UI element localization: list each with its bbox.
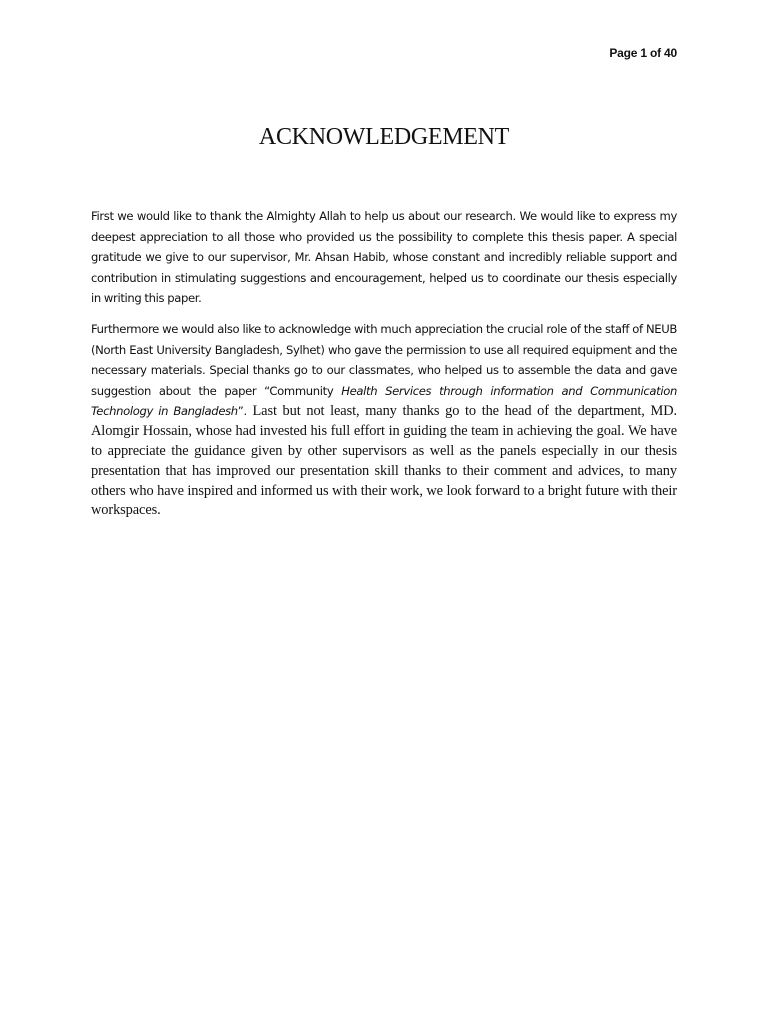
paragraph-2	[91, 319, 677, 521]
acknowledgement-body	[91, 206, 677, 521]
paragraph-1: First we would like to thank the Almighty Allah to help us about our research. We would like to express my deepest appreciation to all those who provided us the possibility to complete this thesis paper. A special gratitude we give to our supervisor, Mr. Ahsan Habib, whose constant and incredibly reliable support and contribution in stimulating suggestions and encouragement, helped us to coordinate our thesis especially in writing this paper.	[91, 209, 677, 306]
paragraph-2-lead: Furthermore we would also like to acknowledge with much appreciation the crucial role of the staff of NEUB (North East University Bangladesh, Sylhet) who gave the permission to use all required equipment and the necessary materials. Special thanks go to our classmates, who helped us to assemble the data and gave suggestion about the paper “Community	[91, 321, 677, 398]
paragraph-2-rest: Last but not least, many thanks go to the head of the department, MD. Alomgir Hossain, whose had invested his full effort in guiding the team in achieving the goal. We have to appreciate the guidance given by other supervisors as well as the panels especially in our thesis presentation that has improved our presentation skill thanks to their comment and advices, to many others who have inspired and informed us with their work, we look forward to a bright future with their workspaces.	[91, 403, 677, 519]
page-number: Page 1 of 40	[609, 46, 677, 60]
paragraph-2-close-quote: ”.	[237, 404, 247, 419]
page-title: ACKNOWLEDGEMENT	[258, 124, 510, 150]
paper-title-italic: Health Services through information and Communication Technology in Bangladesh	[91, 383, 677, 419]
